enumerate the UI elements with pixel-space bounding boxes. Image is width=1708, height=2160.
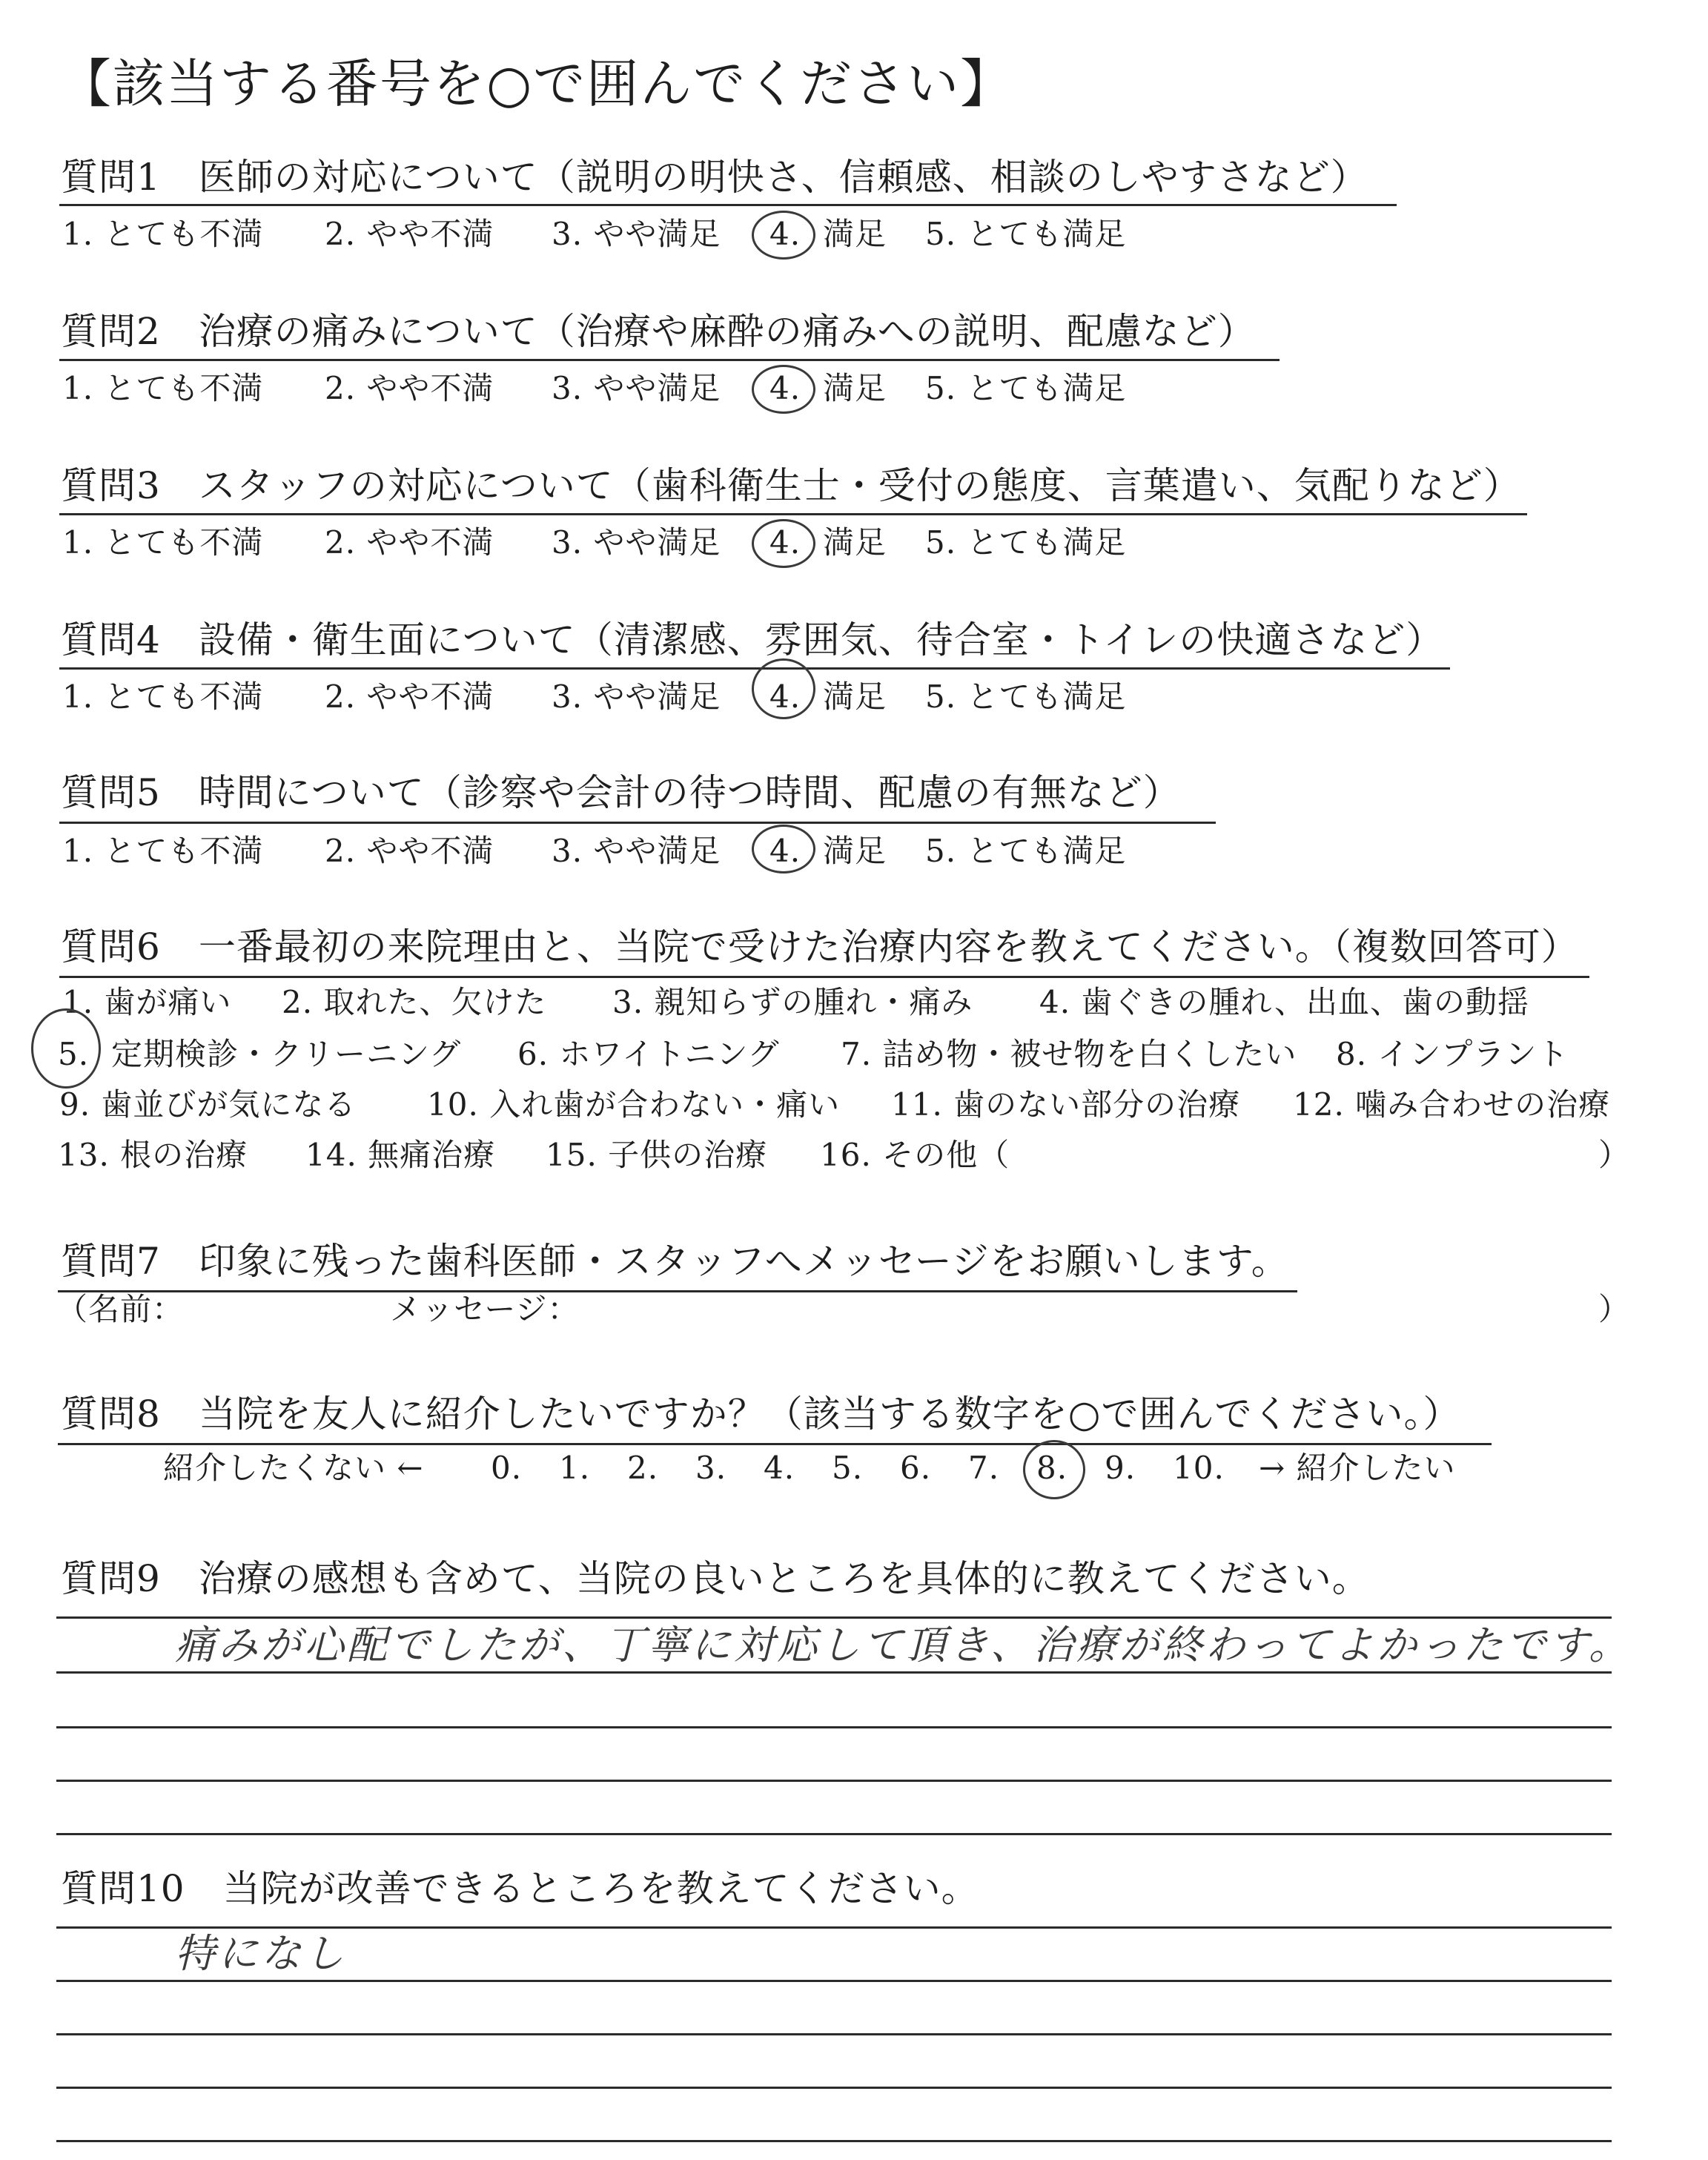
q10-answer-line — [56, 2087, 1612, 2089]
q3-option-4[interactable]: 4. — [769, 524, 801, 561]
q3-option-1[interactable]: 1. とても不満 — [62, 524, 264, 561]
q6-option-3[interactable]: 3. 親知らずの腫れ・痛み — [612, 984, 973, 1020]
question-1-options — [0, 214, 1708, 255]
q2-answer-circle — [752, 365, 815, 414]
q6-option-10[interactable]: 10. 入れ歯が合わない・痛い — [427, 1086, 841, 1123]
q9-answer-line — [56, 1671, 1612, 1674]
q4-option-2[interactable]: 2. やや不満 — [325, 678, 494, 715]
question-2-text: 治療の痛みについて（治療や麻酔の痛みへの説明、配慮など） — [198, 310, 1256, 353]
q8-option-7[interactable]: 7. — [968, 1450, 1000, 1486]
q10-answer-line — [56, 2033, 1612, 2035]
q8-scale-left-label: 紹介したくない ← — [163, 1450, 424, 1486]
question-6-options-row-4 — [0, 1135, 1708, 1176]
question-2-label: 質問2 — [61, 310, 161, 353]
q3-option-2[interactable]: 2. やや不満 — [325, 524, 494, 561]
q10-handwritten-answer[interactable]: 特になし — [175, 1930, 347, 1977]
q2-option-1[interactable]: 1. とても不満 — [62, 370, 264, 406]
q8-option-1[interactable]: 1. — [559, 1450, 591, 1486]
q6-option-11[interactable]: 11. 歯のない部分の治療 — [891, 1086, 1241, 1123]
q2-option-4[interactable]: 4. — [769, 370, 801, 406]
q6-option-15[interactable]: 15. 子供の治療 — [546, 1137, 768, 1173]
q3-answer-circle — [752, 519, 815, 568]
q5-option-2[interactable]: 2. やや不満 — [325, 833, 494, 869]
q2-option-4-label: 満足 — [823, 370, 887, 406]
q5-option-1[interactable]: 1. とても不満 — [62, 833, 264, 869]
q6-option-6[interactable]: 6. ホワイトニング — [517, 1036, 780, 1072]
question-3-label: 質問3 — [61, 464, 161, 507]
q9-handwritten-answer[interactable]: 痛みが心配でしたが、丁寧に対応して頂き、治療が終わってよかったです。 — [175, 1622, 1632, 1668]
q3-option-3[interactable]: 3. やや満足 — [552, 524, 721, 561]
question-7 — [61, 1237, 1289, 1286]
question-5-options — [0, 830, 1708, 872]
q8-option-5[interactable]: 5. — [832, 1450, 864, 1486]
question-10-text: 当院が改善できるところを教えてください。 — [222, 1867, 979, 1910]
q1-option-4[interactable]: 4. — [769, 216, 801, 252]
q6-option-5[interactable]: 5. — [58, 1036, 90, 1072]
q6-option-13[interactable]: 13. 根の治療 — [58, 1137, 248, 1173]
question-1-text: 医師の対応について（説明の明快さ、信頼感、相談のしやすさなど） — [198, 156, 1368, 199]
page-title: 【該当する番号を○で囲んでください】 — [59, 53, 1014, 114]
q8-option-3[interactable]: 3. — [695, 1450, 727, 1486]
question-3-underline — [59, 513, 1527, 515]
q5-answer-circle — [752, 825, 815, 873]
question-4 — [61, 615, 1443, 664]
question-6-text: 一番最初の来院理由と、当院で受けた治療内容を教えてください。（複数回答可） — [198, 925, 1579, 968]
q8-option-9[interactable]: 9. — [1105, 1450, 1136, 1486]
question-7-fields — [0, 1289, 1708, 1330]
question-10-label: 質問10 — [61, 1867, 185, 1910]
q1-option-1[interactable]: 1. とても不満 — [62, 216, 264, 252]
question-9-text: 治療の感想も含めて、当院の良いところを具体的に教えてください。 — [198, 1557, 1370, 1600]
q9-answer-line — [56, 1726, 1612, 1728]
question-2-underline — [59, 359, 1280, 361]
question-3 — [61, 461, 1521, 510]
q9-answer-line — [56, 1780, 1612, 1782]
q6-option-9[interactable]: 9. 歯並びが気になる — [59, 1086, 357, 1123]
q4-answer-circle — [752, 658, 815, 719]
q10-answer-line — [56, 2140, 1612, 2142]
message-field-label[interactable]: メッセージ： — [390, 1291, 580, 1327]
q6-option-14[interactable]: 14. 無痛治療 — [305, 1137, 496, 1173]
question-6-label: 質問6 — [61, 925, 161, 968]
question-2 — [61, 307, 1256, 356]
question-4-label: 質問4 — [61, 618, 161, 661]
q6-option-2[interactable]: 2. 取れた、欠けた — [282, 984, 547, 1020]
q4-option-4-label: 満足 — [823, 678, 887, 715]
question-4-options — [0, 676, 1708, 718]
question-3-options — [0, 522, 1708, 564]
q8-option-8[interactable]: 8. — [1036, 1450, 1068, 1486]
q10-answer-line — [56, 1980, 1612, 1982]
q1-option-4-label: 満足 — [823, 216, 887, 252]
q4-option-1[interactable]: 1. とても不満 — [62, 678, 264, 715]
question-6-options-row-3 — [0, 1084, 1708, 1126]
question-6 — [61, 922, 1579, 971]
question-6-options-row-1 — [0, 982, 1708, 1023]
question-1-underline — [59, 204, 1397, 206]
question-1 — [61, 153, 1368, 202]
q9-answer-line — [56, 1616, 1612, 1619]
q1-option-5[interactable]: 5. とても満足 — [925, 216, 1127, 252]
q5-option-3[interactable]: 3. やや満足 — [552, 833, 721, 869]
q6-option-4[interactable]: 4. 歯ぐきの腫れ、出血、歯の動揺 — [1039, 984, 1529, 1020]
question-4-underline — [59, 667, 1450, 670]
q1-option-3[interactable]: 3. やや満足 — [552, 216, 721, 252]
question-7-close: ） — [1598, 1291, 1631, 1327]
question-5-underline — [59, 822, 1216, 824]
q8-option-4[interactable]: 4. — [764, 1450, 795, 1486]
q8-option-6[interactable]: 6. — [900, 1450, 932, 1486]
q5-option-5[interactable]: 5. とても満足 — [925, 833, 1127, 869]
question-10 — [61, 1864, 979, 1913]
question-5 — [61, 768, 1181, 817]
q6-option-16[interactable]: 16. その他（ — [820, 1137, 1010, 1173]
q6-option-16-close: ） — [1598, 1137, 1631, 1173]
question-6-underline — [59, 976, 1589, 978]
question-5-text: 時間について（診察や会計の待つ時間、配慮の有無など） — [198, 771, 1181, 814]
q5-option-4-label: 満足 — [823, 833, 887, 869]
q8-option-2[interactable]: 2. — [627, 1450, 659, 1486]
question-9-label: 質問9 — [61, 1557, 161, 1600]
q6-answer-circle — [31, 1008, 101, 1089]
question-8-underline — [58, 1443, 1492, 1445]
q6-option-8[interactable]: 8. インプラント — [1336, 1036, 1569, 1072]
question-5-label: 質問5 — [61, 771, 161, 814]
q6-option-5-label: 定期検診・クリーニング — [111, 1036, 462, 1072]
q6-option-12[interactable]: 12. 噛み合わせの治療 — [1293, 1086, 1611, 1123]
question-2-options — [0, 368, 1708, 409]
q6-option-7[interactable]: 7. 詰め物・被せ物を白くしたい — [841, 1036, 1297, 1072]
question-8-text: 当院を友人に紹介したいですか？（該当する数字を○で囲んでください。） — [198, 1393, 1461, 1436]
q9-answer-line — [56, 1833, 1612, 1835]
question-8 — [61, 1390, 1460, 1439]
question-7-label: 質問7 — [61, 1240, 161, 1283]
q8-option-0[interactable]: 0. — [491, 1450, 523, 1486]
question-4-text: 設備・衛生面について（清潔感、雰囲気、待合室・トイレの快適さなど） — [198, 618, 1444, 661]
q8-answer-circle — [1023, 1440, 1085, 1499]
question-9 — [61, 1554, 1370, 1603]
q1-answer-circle — [752, 211, 815, 260]
question-8-scale — [0, 1447, 1708, 1489]
q1-option-2[interactable]: 2. やや不満 — [325, 216, 494, 252]
question-8-label: 質問8 — [61, 1393, 161, 1436]
q5-option-4[interactable]: 4. — [769, 833, 801, 869]
q8-scale-right-label: → 紹介したい — [1259, 1450, 1456, 1486]
q3-option-4-label: 満足 — [823, 524, 887, 561]
q8-option-10[interactable]: 10. — [1173, 1450, 1225, 1486]
q3-option-5[interactable]: 5. とても満足 — [925, 524, 1127, 561]
question-1-label: 質問1 — [61, 156, 161, 199]
question-6-options-row-2 — [0, 1034, 1708, 1075]
name-field-label[interactable]: （名前： — [56, 1291, 185, 1327]
q4-option-5[interactable]: 5. とても満足 — [925, 678, 1127, 715]
question-3-text: スタッフの対応について（歯科衛生士・受付の態度、言葉遣い、気配りなど） — [198, 464, 1521, 507]
question-7-text: 印象に残った歯科医師・スタッフへメッセージをお願いします。 — [198, 1240, 1289, 1283]
q4-option-4[interactable]: 4. — [769, 678, 801, 715]
q4-option-3[interactable]: 3. やや満足 — [552, 678, 721, 715]
q2-option-2[interactable]: 2. やや不満 — [325, 370, 494, 406]
q2-option-5[interactable]: 5. とても満足 — [925, 370, 1127, 406]
q6-option-1[interactable]: 1. 歯が痛い — [62, 984, 232, 1020]
q2-option-3[interactable]: 3. やや満足 — [552, 370, 721, 406]
